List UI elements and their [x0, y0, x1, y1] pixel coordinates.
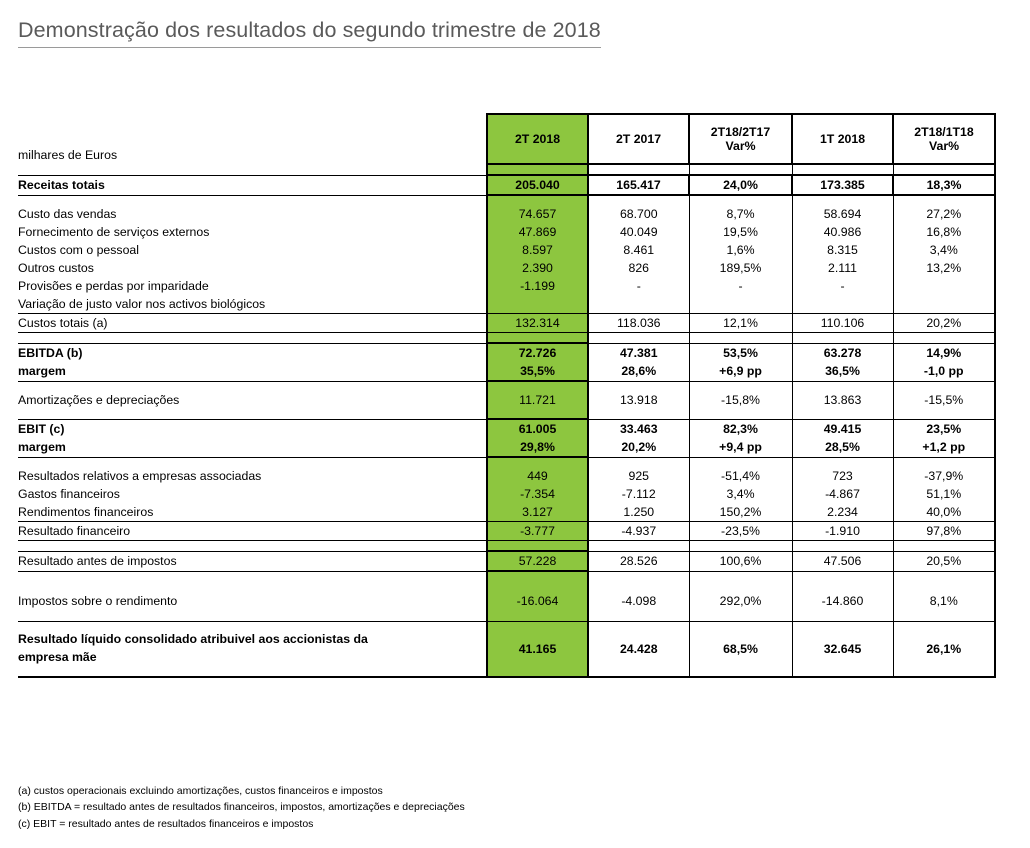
table-row [18, 314, 995, 333]
table-row [18, 295, 995, 314]
row-value: 23,5% [893, 419, 995, 438]
row-value: 74.657 [487, 205, 588, 223]
table-row [18, 419, 995, 438]
row-value: 47.506 [792, 551, 893, 571]
row-value: 16,8% [893, 223, 995, 241]
row-label: Custo das vendas [18, 207, 117, 221]
table-row [18, 362, 995, 381]
row-value: 68,5% [689, 621, 792, 677]
footnote-b: (b) EBITDA = resultado antes de resultados financeiros, impostos, amortizações e depreciações [18, 801, 465, 814]
row-label-line2: empresa mãe [18, 649, 97, 664]
row-value: 19,5% [689, 223, 792, 241]
spacer-cell [18, 195, 487, 205]
table-row [18, 485, 995, 503]
spacer-row [18, 381, 995, 391]
row-value: 2.390 [487, 259, 588, 277]
row-label: EBIT (c) [18, 419, 487, 438]
table-row [18, 503, 995, 522]
row-value: 18,3% [893, 175, 995, 195]
spacer-cell [792, 541, 893, 552]
financial-results-table [18, 113, 996, 678]
row-value: +9,4 pp [689, 438, 792, 457]
spacer-cell [893, 409, 995, 419]
row-value: 72.726 [487, 343, 588, 362]
footnotes [18, 783, 465, 832]
row-value: -7.354 [487, 485, 588, 503]
row-label: Amortizações e depreciações [18, 393, 180, 407]
table-row [18, 223, 995, 241]
row-value: 173.385 [792, 175, 893, 195]
row-value: 20,5% [893, 551, 995, 571]
row-value: 51,1% [893, 485, 995, 503]
spacer-cell [792, 333, 893, 344]
row-value: 82,3% [689, 419, 792, 438]
footnote-c: (c) EBIT = resultado antes de resultados financeiros e impostos [18, 817, 314, 830]
row-value: 11.721 [487, 391, 588, 409]
column-header-var-2t18-2t17-line2: Var% [725, 139, 756, 153]
spacer-cell [588, 333, 689, 344]
row-label: Fornecimento de serviços externos [18, 225, 210, 239]
row-label [18, 621, 487, 677]
spacer-cell [18, 541, 487, 552]
row-value: 8,7% [689, 205, 792, 223]
row-value: 12,1% [689, 314, 792, 333]
row-value [893, 277, 995, 295]
row-label: margem [18, 362, 487, 381]
row-value: 33.463 [588, 419, 689, 438]
column-header-2t2017: 2T 2017 [588, 114, 689, 164]
row-value: - [689, 277, 792, 295]
table-row [18, 259, 995, 277]
row-value: -3.777 [487, 522, 588, 541]
spacer-cell [487, 541, 588, 552]
row-value: 57.228 [487, 551, 588, 571]
row-value: -16.064 [487, 581, 588, 621]
row-value: 28.526 [588, 551, 689, 571]
row-value: 1,6% [689, 241, 792, 259]
row-value: 28,6% [588, 362, 689, 381]
spacer-cell [588, 457, 689, 467]
row-value: -1,0 pp [893, 362, 995, 381]
row-label: Gastos financeiros [18, 487, 120, 501]
column-header-var-2t18-2t17 [689, 114, 792, 164]
table-row [18, 205, 995, 223]
row-value: 28,5% [792, 438, 893, 457]
row-label: margem [18, 438, 487, 457]
row-value: +6,9 pp [689, 362, 792, 381]
unit-label: milhares de Euros [18, 147, 118, 162]
row-label: Custos totais (a) [18, 314, 487, 333]
row-value [792, 295, 893, 314]
column-header-var-2t18-1t18-line1: 2T18/1T18 [914, 124, 974, 139]
spacer-cell [792, 164, 893, 175]
table-row [18, 467, 995, 485]
row-label: Outros custos [18, 261, 94, 275]
row-value: -4.098 [588, 581, 689, 621]
row-value: 61.005 [487, 419, 588, 438]
row-value: 68.700 [588, 205, 689, 223]
spacer-cell [689, 164, 792, 175]
row-value: 8.461 [588, 241, 689, 259]
row-value: 3,4% [893, 241, 995, 259]
row-label-line1: Resultado líquido consolidado atribuivel aos accionistas da [18, 631, 368, 646]
spacer-row [18, 541, 995, 552]
table-row [18, 343, 995, 362]
row-label: Impostos sobre o rendimento [18, 581, 487, 621]
spacer-cell [792, 409, 893, 419]
row-value: 49.415 [792, 419, 893, 438]
row-value: 150,2% [689, 503, 792, 522]
row-value: 723 [792, 467, 893, 485]
spacer-cell [893, 571, 995, 581]
spacer-cell [792, 457, 893, 467]
row-value: -51,4% [689, 467, 792, 485]
spacer-cell [893, 195, 995, 205]
row-value: 29,8% [487, 438, 588, 457]
row-label: Custos com o pessoal [18, 243, 139, 257]
row-value: 27,2% [893, 205, 995, 223]
row-value: -37,9% [893, 467, 995, 485]
spacer-cell [588, 164, 689, 175]
row-value: -15,8% [689, 391, 792, 409]
column-header-var-2t18-2t17-line1: 2T18/2T17 [710, 124, 771, 139]
spacer-cell [18, 409, 487, 419]
row-value: 132.314 [487, 314, 588, 333]
spacer-cell [893, 457, 995, 467]
spacer-cell [18, 381, 487, 391]
table-row [18, 277, 995, 295]
row-value: 36,5% [792, 362, 893, 381]
spacer-cell [792, 195, 893, 205]
row-value: 13.918 [588, 391, 689, 409]
spacer-cell [588, 381, 689, 391]
spacer-cell [18, 571, 487, 581]
spacer-cell [18, 333, 487, 344]
spacer-cell [18, 457, 487, 467]
row-value: 118.036 [588, 314, 689, 333]
row-value: - [792, 277, 893, 295]
table-row [18, 581, 995, 621]
table-row [18, 175, 995, 195]
spacer-cell [588, 195, 689, 205]
row-value [487, 295, 588, 314]
row-value: 449 [487, 467, 588, 485]
row-value: 3.127 [487, 503, 588, 522]
row-value: 40.986 [792, 223, 893, 241]
row-value: 97,8% [893, 522, 995, 541]
spacer-cell [487, 571, 588, 581]
column-header-1t2018: 1T 2018 [792, 114, 893, 164]
spacer-row [18, 164, 995, 175]
row-value: 8,1% [893, 581, 995, 621]
row-label: Resultados relativos a empresas associadas [18, 469, 262, 483]
table-row [18, 621, 995, 677]
row-value [689, 295, 792, 314]
row-value: 35,5% [487, 362, 588, 381]
row-value: 1.250 [588, 503, 689, 522]
row-value: 13,2% [893, 259, 995, 277]
spacer-cell [588, 541, 689, 552]
row-value: 2.111 [792, 259, 893, 277]
row-value: 58.694 [792, 205, 893, 223]
row-value [588, 295, 689, 314]
spacer-cell [487, 457, 588, 467]
spacer-cell [689, 409, 792, 419]
spacer-cell [689, 571, 792, 581]
row-value: 925 [588, 467, 689, 485]
spacer-row [18, 409, 995, 419]
row-value: -4.937 [588, 522, 689, 541]
row-value: -1.199 [487, 277, 588, 295]
row-value: 53,5% [689, 343, 792, 362]
row-value: -23,5% [689, 522, 792, 541]
table-row [18, 241, 995, 259]
row-label: Provisões e perdas por imparidade [18, 279, 209, 293]
table-row [18, 391, 995, 409]
row-value: 3,4% [689, 485, 792, 503]
column-header-2t2018: 2T 2018 [487, 114, 588, 164]
row-value: 165.417 [588, 175, 689, 195]
spacer-cell [18, 164, 487, 175]
row-value: -1.910 [792, 522, 893, 541]
spacer-cell [689, 457, 792, 467]
table-header-row [18, 114, 995, 164]
row-value: -7.112 [588, 485, 689, 503]
row-value: 24,0% [689, 175, 792, 195]
row-value: 63.278 [792, 343, 893, 362]
spacer-row [18, 195, 995, 205]
row-value: - [588, 277, 689, 295]
page-title: Demonstração dos resultados do segundo trimestre de 2018 [18, 18, 601, 48]
spacer-cell [487, 195, 588, 205]
row-value: 8.597 [487, 241, 588, 259]
spacer-cell [893, 381, 995, 391]
row-value: 26,1% [893, 621, 995, 677]
row-label: Rendimentos financeiros [18, 503, 487, 522]
row-value: 20,2% [588, 438, 689, 457]
spacer-cell [792, 381, 893, 391]
footnote-a: (a) custos operacionais excluindo amortizações, custos financeiros e impostos [18, 785, 383, 797]
row-value: 2.234 [792, 503, 893, 522]
row-value: -4.867 [792, 485, 893, 503]
row-label: Receitas totais [18, 175, 487, 195]
row-value: 20,2% [893, 314, 995, 333]
row-value [893, 295, 995, 314]
row-value: 40.049 [588, 223, 689, 241]
row-value: 24.428 [588, 621, 689, 677]
column-header-var-2t18-1t18 [893, 114, 995, 164]
spacer-cell [588, 409, 689, 419]
row-value: -14.860 [792, 581, 893, 621]
spacer-cell [689, 195, 792, 205]
row-value: 47.381 [588, 343, 689, 362]
spacer-row [18, 571, 995, 581]
row-label: Resultado antes de impostos [18, 551, 487, 571]
row-value: 100,6% [689, 551, 792, 571]
row-value: +1,2 pp [893, 438, 995, 457]
row-value: 826 [588, 259, 689, 277]
column-header-var-2t18-1t18-line2: Var% [928, 139, 960, 153]
table-row [18, 551, 995, 571]
row-label: Variação de justo valor nos activos biológicos [18, 295, 487, 314]
row-value: 47.869 [487, 223, 588, 241]
spacer-row [18, 333, 995, 344]
row-value: 41.165 [487, 621, 588, 677]
spacer-cell [487, 333, 588, 344]
row-value: 8.315 [792, 241, 893, 259]
spacer-cell [689, 381, 792, 391]
spacer-cell [689, 541, 792, 552]
spacer-row [18, 457, 995, 467]
row-value: 292,0% [689, 581, 792, 621]
spacer-cell [487, 409, 588, 419]
spacer-cell [487, 381, 588, 391]
row-value: 40,0% [893, 503, 995, 522]
row-value: 110.106 [792, 314, 893, 333]
table-row [18, 522, 995, 541]
spacer-cell [588, 571, 689, 581]
spacer-cell [792, 571, 893, 581]
spacer-cell [893, 333, 995, 344]
row-label: EBITDA (b) [18, 343, 487, 362]
row-value: -15,5% [893, 391, 995, 409]
row-label: Resultado financeiro [18, 522, 487, 541]
row-value: 14,9% [893, 343, 995, 362]
spacer-cell [893, 541, 995, 552]
spacer-cell [487, 164, 588, 175]
row-value: 32.645 [792, 621, 893, 677]
spacer-cell [689, 333, 792, 344]
row-value: 13.863 [792, 391, 893, 409]
row-value: 189,5% [689, 259, 792, 277]
row-value: 205.040 [487, 175, 588, 195]
table-row [18, 438, 995, 457]
spacer-cell [893, 164, 995, 175]
